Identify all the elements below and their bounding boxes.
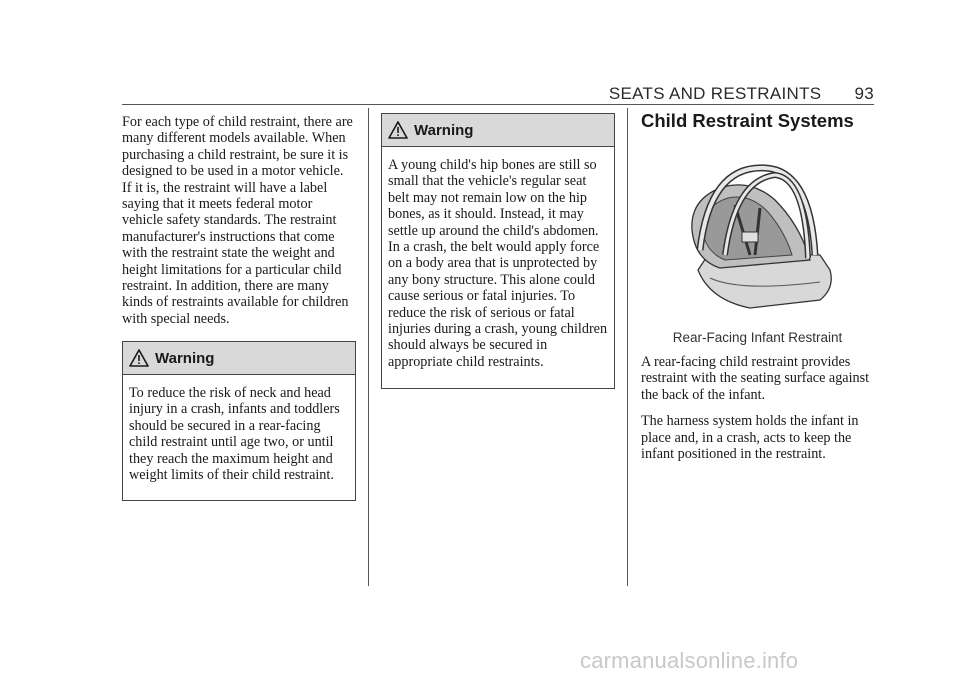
right-column [641, 354, 875, 472]
warning-text: To reduce the risk of neck and head injury in a crash, infants and toddlers should be secured in a rear-facing child restraint until age two, or until they reach the maximum height and weight limits of their child restraint. [129, 385, 340, 484]
warning-triangle-icon [388, 121, 408, 139]
section-heading: Child Restraint Systems [641, 110, 854, 131]
intro-paragraph: For each type of child restraint, there are many different models available. When purchasing a child restraint, be sure it is designed to be used in a motor vehicle. If it is, the restraint will have a label saying that it meets federal motor vehicle safety standards. The restraint manufacturer's instructions that come with the restraint state the weight and height limitations for a particular child restraint. In addition, there are many kinds of restraints available for children with special needs. [122, 114, 353, 327]
column-divider-2 [627, 108, 628, 586]
warning-title: Warning [155, 349, 215, 367]
warning-triangle-icon [129, 349, 149, 367]
header-divider [122, 104, 874, 105]
image-caption: Rear-Facing Infant Restraint [672, 330, 843, 345]
warning-header [123, 342, 355, 375]
page-header [122, 84, 874, 104]
warning-header [382, 114, 614, 147]
section-title: SEATS AND RESTRAINTS [608, 84, 822, 103]
warning-title: Warning [414, 121, 474, 139]
watermark: carmanualsonline.info [580, 648, 799, 673]
page-number: 93 [854, 84, 874, 103]
warning-box-left [122, 341, 356, 501]
paragraph-2: The harness system holds the infant in place and, in a crash, acts to keep the infant positioned in the restraint. [641, 413, 859, 463]
column-divider-1 [368, 108, 369, 586]
warning-text: A young child's hip bones are still so small that the vehicle's regular seat belt may not remain low on the hip bones, as it should. Instead, it may settle up around the child's abdomen. In a crash, the belt would apply force on a body area that is unprotected by any bony structure. This alone could cause serious or fatal injuries. To reduce the risk of serious or fatal injuries during a crash, young children should always be secured in appropriate child restraints. [388, 157, 608, 370]
paragraph-1: A rear-facing child restraint provides restraint with the seating surface against the back of the infant. [641, 354, 870, 403]
infant-car-seat-illustration [680, 160, 840, 315]
left-column [122, 114, 356, 337]
warning-box-middle [381, 113, 615, 389]
